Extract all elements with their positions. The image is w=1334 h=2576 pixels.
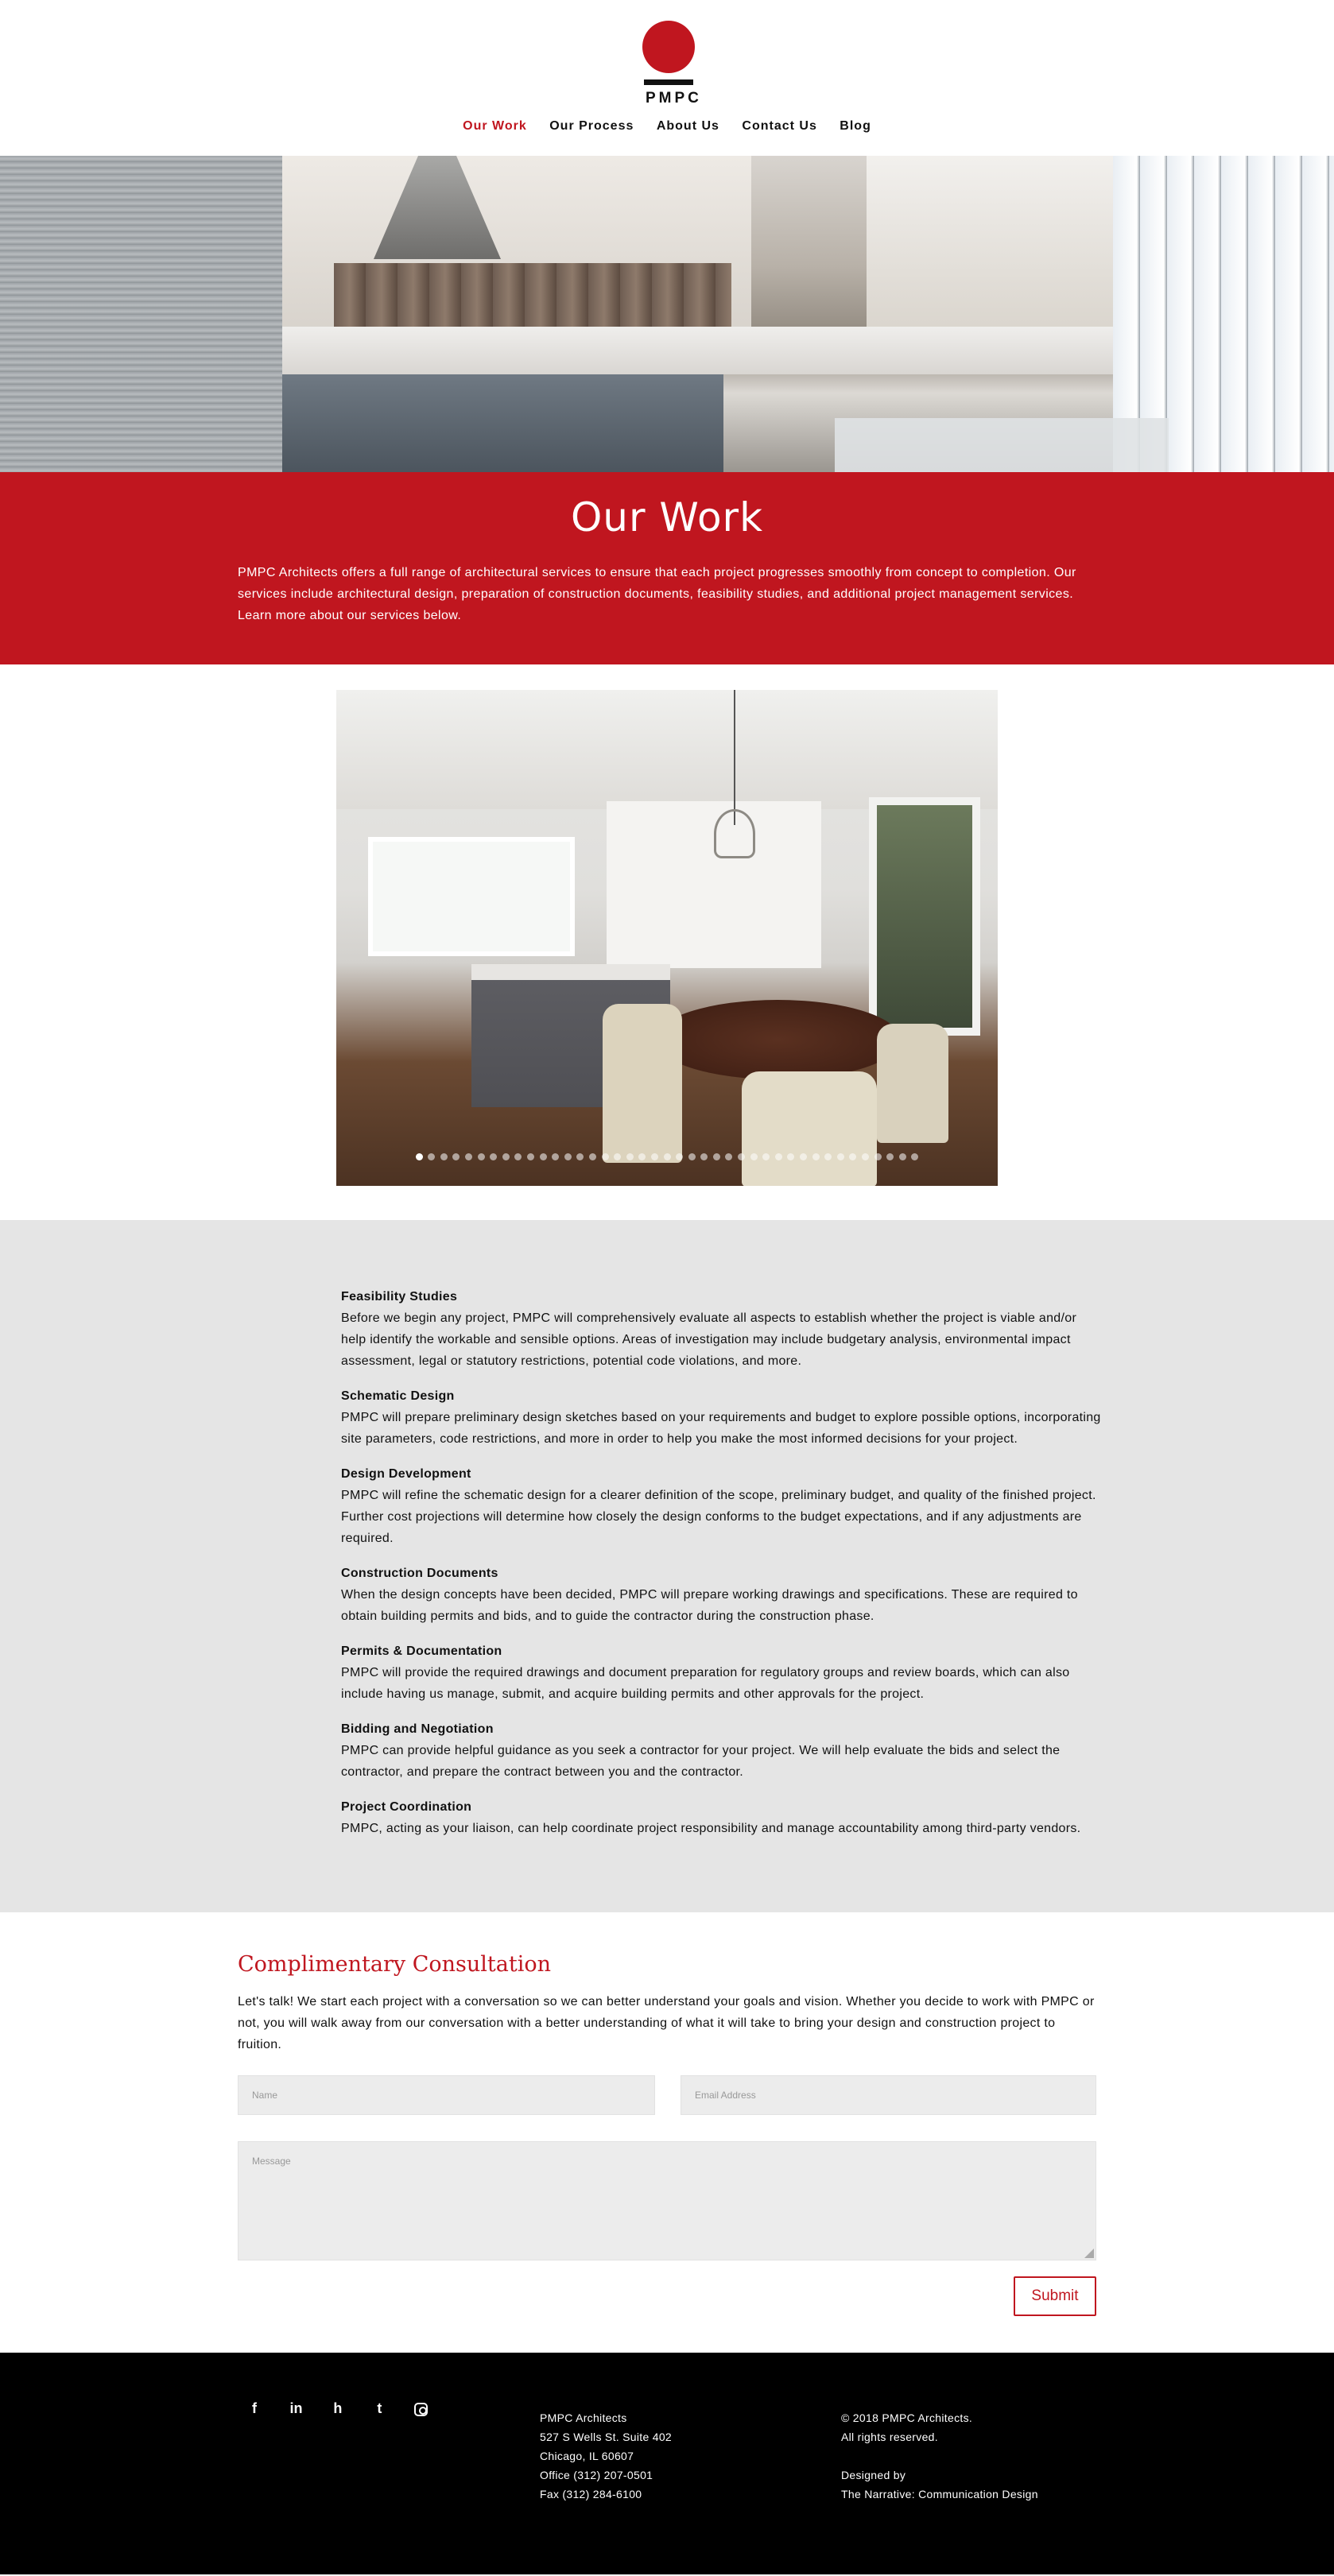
slide-dot[interactable] <box>416 1153 423 1160</box>
slide-dot[interactable] <box>465 1153 472 1160</box>
slide-dot[interactable] <box>750 1153 758 1160</box>
service-title: Design Development <box>341 1467 471 1481</box>
slide-dot[interactable] <box>478 1153 485 1160</box>
slide-dot[interactable] <box>725 1153 732 1160</box>
slide-window-right <box>869 797 980 1036</box>
linkedin-icon[interactable]: in <box>289 2400 303 2416</box>
hero-refrigerator <box>0 156 282 472</box>
service-description: PMPC will prepare preliminary design sketches based on your requirements and budget to explore possible options, incorporating site parameters, code restrictions, and more in order to help you make the most informed decisions for your project. <box>341 1411 1101 1446</box>
slide-dot[interactable] <box>787 1153 794 1160</box>
submit-button[interactable]: Submit <box>1014 2276 1096 2316</box>
slide-dot[interactable] <box>638 1153 646 1160</box>
slide-dot[interactable] <box>676 1153 683 1160</box>
service-title: Project Coordination <box>341 1800 472 1814</box>
logo-text: PMPC <box>646 90 702 107</box>
designer-link[interactable]: The Narrative: Communication Design <box>841 2488 1038 2500</box>
slide-chair <box>742 1071 877 1186</box>
slide-dot[interactable] <box>812 1153 820 1160</box>
slide-dot[interactable] <box>775 1153 782 1160</box>
facebook-icon[interactable]: f <box>252 2400 257 2416</box>
slide-dot[interactable] <box>713 1153 720 1160</box>
site-footer <box>0 2353 1334 2574</box>
slide-dot[interactable] <box>540 1153 547 1160</box>
footer-street: 527 S Wells St. Suite 402 <box>540 2431 672 2443</box>
slide-dot[interactable] <box>614 1153 621 1160</box>
pmpc-logo[interactable] <box>642 21 702 107</box>
slide-dot[interactable] <box>800 1153 807 1160</box>
service-title: Permits & Documentation <box>341 1644 502 1658</box>
slide-dot[interactable] <box>502 1153 510 1160</box>
logo-circle-mark <box>642 21 695 73</box>
service-item <box>341 1463 1104 1549</box>
footer-city: Chicago, IL 60607 <box>540 2450 634 2462</box>
service-title: Bidding and Negotiation <box>341 1722 494 1736</box>
footer-copyright <box>841 2408 1038 2504</box>
slide-dot[interactable] <box>886 1153 894 1160</box>
service-item <box>341 1718 1104 1783</box>
slide-dot[interactable] <box>527 1153 534 1160</box>
service-description: PMPC, acting as your liaison, can help coordinate project responsibility and manage accountability among third-party vendors. <box>341 1822 1081 1835</box>
slide-pendant-lamp <box>714 809 755 858</box>
slide-dining-table <box>654 1000 901 1079</box>
slide-dot[interactable] <box>602 1153 609 1160</box>
slide-dot[interactable] <box>589 1153 596 1160</box>
footer-company-name: PMPC Architects <box>540 2411 627 2424</box>
site-header <box>0 0 1334 156</box>
slide-dot[interactable] <box>440 1153 448 1160</box>
rights-line: All rights reserved. <box>841 2431 938 2443</box>
slide-pendant-cord <box>734 690 735 825</box>
footer-spacer <box>841 2446 1038 2466</box>
project-slideshow <box>0 664 1334 1220</box>
service-item <box>341 1286 1104 1372</box>
slide-dot[interactable] <box>899 1153 906 1160</box>
slide-dot[interactable] <box>564 1153 572 1160</box>
hero-backsplash <box>334 263 731 327</box>
service-item <box>341 1796 1104 1839</box>
consultation-text: Let's talk! We start each project with a conversation so we can better understand your goals and vision. Whether you decide to work with PMPC or not, you will walk away from our conversation with a better understanding of what it will take to bring your design and construction project to fruition. <box>238 1995 1095 2051</box>
slide-dot[interactable] <box>688 1153 696 1160</box>
nav-item-about-us[interactable]: About Us <box>656 119 719 133</box>
hero-right-cabinets <box>867 156 1113 339</box>
slide-dot[interactable] <box>862 1153 869 1160</box>
slide-image[interactable] <box>336 690 998 1186</box>
service-description: Before we begin any project, PMPC will comprehensively evaluate all aspects to establish whether the project is viable and/or help identify the workable and sensible options. Areas of investigation may include budgetary analysis, environmental impact assessment, legal or statutory restrictions, potential code violations, and more. <box>341 1311 1077 1368</box>
nav-item-our-process[interactable]: Our Process <box>549 119 634 133</box>
slide-dot[interactable] <box>514 1153 522 1160</box>
service-item <box>341 1563 1104 1627</box>
hero-kitchen-image <box>0 156 1334 472</box>
slide-dot[interactable] <box>651 1153 658 1160</box>
slide-window-left <box>368 837 575 956</box>
service-item <box>341 1385 1104 1450</box>
resize-handle-icon[interactable] <box>1084 2249 1094 2258</box>
slide-dot[interactable] <box>874 1153 882 1160</box>
slide-dot[interactable] <box>626 1153 634 1160</box>
services-section <box>0 1220 1334 1912</box>
nav-item-blog[interactable]: Blog <box>840 119 871 133</box>
message-placeholder: Message <box>252 2156 291 2167</box>
service-title: Construction Documents <box>341 1567 498 1580</box>
nav-item-contact-us[interactable]: Contact Us <box>742 119 817 133</box>
slide-dot[interactable] <box>700 1153 708 1160</box>
service-title: Feasibility Studies <box>341 1290 458 1303</box>
slide-pagination <box>336 1153 998 1160</box>
intro-band <box>0 472 1334 664</box>
nav-item-our-work[interactable]: Our Work <box>463 119 527 133</box>
service-item <box>341 1641 1104 1705</box>
slide-dot[interactable] <box>824 1153 832 1160</box>
services-list <box>341 1286 1104 1853</box>
slide-dot[interactable] <box>762 1153 770 1160</box>
designed-by-label: Designed by <box>841 2469 906 2481</box>
message-field[interactable] <box>238 2141 1096 2260</box>
service-title: Schematic Design <box>341 1389 455 1403</box>
slide-dot[interactable] <box>911 1153 918 1160</box>
footer-office-phone[interactable]: Office (312) 207-0501 <box>540 2469 653 2481</box>
footer-address <box>540 2408 672 2504</box>
slide-ceiling <box>336 690 998 809</box>
service-description: PMPC can provide helpful guidance as you seek a contractor for your project. We will help evaluate the bids and select the contractor, and prepare the contract between you and the contractor. <box>341 1744 1061 1779</box>
slide-dot[interactable] <box>552 1153 559 1160</box>
social-links <box>245 2400 450 2417</box>
instagram-icon[interactable] <box>412 2400 431 2417</box>
slide-dot[interactable] <box>428 1153 435 1160</box>
consultation-title: Complimentary Consultation <box>238 1952 551 1977</box>
twitter-icon[interactable]: t <box>377 2400 382 2416</box>
slide-chair <box>877 1024 948 1143</box>
slide-dot[interactable] <box>664 1153 671 1160</box>
name-field[interactable]: Name <box>238 2075 655 2115</box>
intro-text: PMPC Architects offers a full range of architectural services to ensure that each project progresses smoothly from concept to completion. Our services include architectural design, preparation of construction documents, feasibility studies, and additional project management services. Learn more about our services below. <box>238 566 1076 622</box>
email-field[interactable]: Email Address <box>681 2075 1096 2115</box>
hero-table <box>835 418 1169 472</box>
consultation-section <box>0 1912 1334 2353</box>
page-title: Our Work <box>570 494 764 540</box>
houzz-icon[interactable]: h <box>333 2400 343 2416</box>
service-description: When the design concepts have been decided, PMPC will prepare working drawings and specifications. These are required to obtain building permits and bids, and to guide the contractor during the construction phase. <box>341 1588 1078 1623</box>
service-description: PMPC will refine the schematic design for a clearer definition of the scope, preliminary budget, and quality of the finished project. Further cost projections will determine how closely the design conforms to the budget expectations, and if any adjustments are required. <box>341 1489 1096 1545</box>
slide-dot[interactable] <box>849 1153 856 1160</box>
slide-dot[interactable] <box>738 1153 745 1160</box>
slide-dot[interactable] <box>837 1153 844 1160</box>
slide-dot[interactable] <box>452 1153 460 1160</box>
slide-dot[interactable] <box>490 1153 497 1160</box>
slide-dot[interactable] <box>576 1153 584 1160</box>
footer-fax: Fax (312) 284-6100 <box>540 2488 642 2500</box>
slide-chair <box>603 1004 682 1163</box>
main-nav <box>0 119 1334 134</box>
copyright-line: © 2018 PMPC Architects. <box>841 2411 973 2424</box>
logo-bar-mark <box>644 79 693 85</box>
service-description: PMPC will provide the required drawings and document preparation for regulatory groups and review boards, which can also include having us manage, submit, and acquire building permits and other approvals for the project. <box>341 1666 1070 1701</box>
